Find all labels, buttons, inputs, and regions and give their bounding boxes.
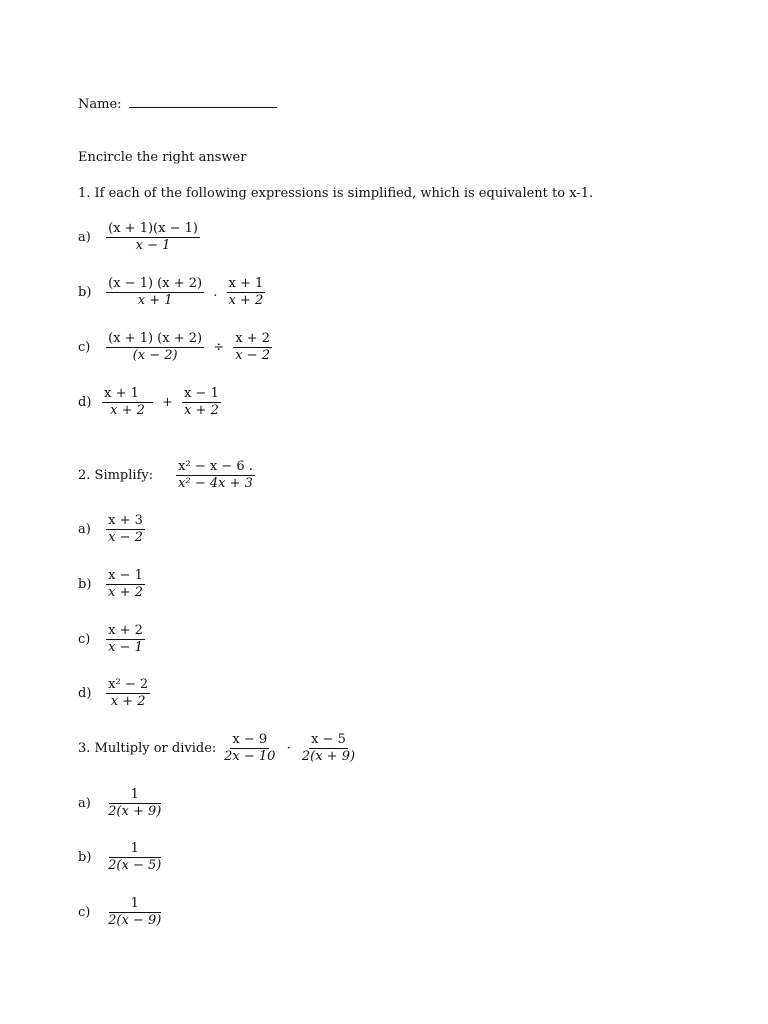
q1-option-a[interactable] (78, 221, 202, 254)
q3-option-a[interactable] (78, 787, 165, 820)
name-row (78, 95, 277, 112)
fraction (106, 276, 204, 309)
instructions: Encircle the right answer (78, 150, 247, 165)
denominator: 2(x + 9) (108, 804, 162, 819)
fraction (102, 386, 153, 419)
q2-prompt: 2. Simplify: (78, 468, 154, 483)
q3-prompt: 3. Multiply or divide: (78, 741, 217, 756)
numerator: x² − 2 (108, 677, 149, 692)
numerator: 1 (109, 896, 161, 913)
numerator: x − 1 (184, 386, 219, 401)
numerator: x + 3 (108, 513, 143, 528)
fraction (182, 386, 221, 419)
operator: . (213, 285, 218, 300)
q2-prompt-row (78, 459, 257, 492)
denominator: x + 2 (108, 585, 143, 600)
fraction (106, 623, 145, 656)
numerator: x + 1 (228, 276, 264, 291)
numerator: x + 2 (108, 623, 143, 638)
denominator: x + 2 (184, 403, 219, 418)
name-label: Name: (78, 97, 122, 112)
numerator: x + 2 (235, 331, 271, 346)
numerator: x − 5 (311, 732, 346, 747)
denominator: 2(x + 9) (301, 749, 356, 764)
option-label: d) (78, 395, 92, 410)
option-label: a) (78, 522, 91, 537)
numerator: x − 1 (108, 568, 143, 583)
operator: + (162, 395, 173, 410)
fraction (176, 459, 255, 492)
q2-option-d[interactable] (78, 677, 152, 710)
q1-prompt: 1. If each of the following expressions is simplified, which is equivalent to x-1. (78, 186, 594, 201)
option-label: a) (78, 796, 91, 811)
fraction (106, 568, 145, 601)
denominator: x + 2 (110, 694, 146, 709)
fraction (233, 331, 272, 364)
numerator: (x + 1) (x + 2) (108, 331, 203, 346)
denominator: x² − 4x + 3 (178, 476, 253, 491)
denominator: (x − 2) (132, 348, 178, 363)
numerator: 1 (109, 841, 161, 858)
fraction (106, 787, 163, 820)
numerator: x − 9 (232, 732, 268, 747)
numerator: x² − x − 6 . (178, 459, 253, 474)
q1-option-d[interactable] (78, 386, 223, 419)
option-label: b) (78, 285, 92, 300)
option-label: b) (78, 850, 92, 865)
denominator: x − 1 (108, 640, 143, 655)
operator: · (286, 741, 291, 756)
option-label: c) (78, 632, 91, 647)
denominator: 2x − 10 (224, 749, 276, 764)
fraction (106, 331, 204, 364)
fraction (227, 276, 266, 309)
q3-option-b[interactable] (78, 841, 165, 874)
q1-option-c[interactable] (78, 331, 274, 364)
q3-option-c[interactable] (78, 896, 165, 929)
fraction (106, 221, 200, 254)
denominator: x − 2 (108, 530, 143, 545)
option-label: c) (78, 340, 91, 355)
operator: ÷ (213, 340, 225, 355)
q1-option-b[interactable] (78, 276, 267, 309)
denominator: x + 2 (110, 403, 145, 418)
numerator: x + 1 (102, 386, 153, 403)
denominator: x − 1 (135, 238, 171, 253)
fraction (106, 677, 150, 710)
fraction (300, 732, 357, 765)
option-label: d) (78, 686, 92, 701)
fraction (222, 732, 277, 765)
numerator: 1 (109, 787, 161, 804)
denominator: x + 2 (228, 293, 264, 308)
q3-prompt-row (78, 732, 359, 765)
option-label: a) (78, 230, 91, 245)
denominator: x − 2 (235, 348, 271, 363)
numerator: (x + 1)(x − 1) (108, 221, 198, 236)
q2-option-c[interactable] (78, 623, 147, 656)
q2-option-b[interactable] (78, 568, 147, 601)
option-label: c) (78, 905, 91, 920)
denominator: 2(x − 5) (108, 858, 162, 873)
denominator: x + 1 (137, 293, 173, 308)
denominator: 2(x − 9) (108, 913, 162, 928)
name-blank-line[interactable] (129, 95, 277, 108)
fraction (106, 513, 145, 546)
option-label: b) (78, 577, 92, 592)
q2-option-a[interactable] (78, 513, 147, 546)
fraction (106, 841, 163, 874)
fraction (106, 896, 163, 929)
numerator: (x − 1) (x + 2) (108, 276, 203, 291)
